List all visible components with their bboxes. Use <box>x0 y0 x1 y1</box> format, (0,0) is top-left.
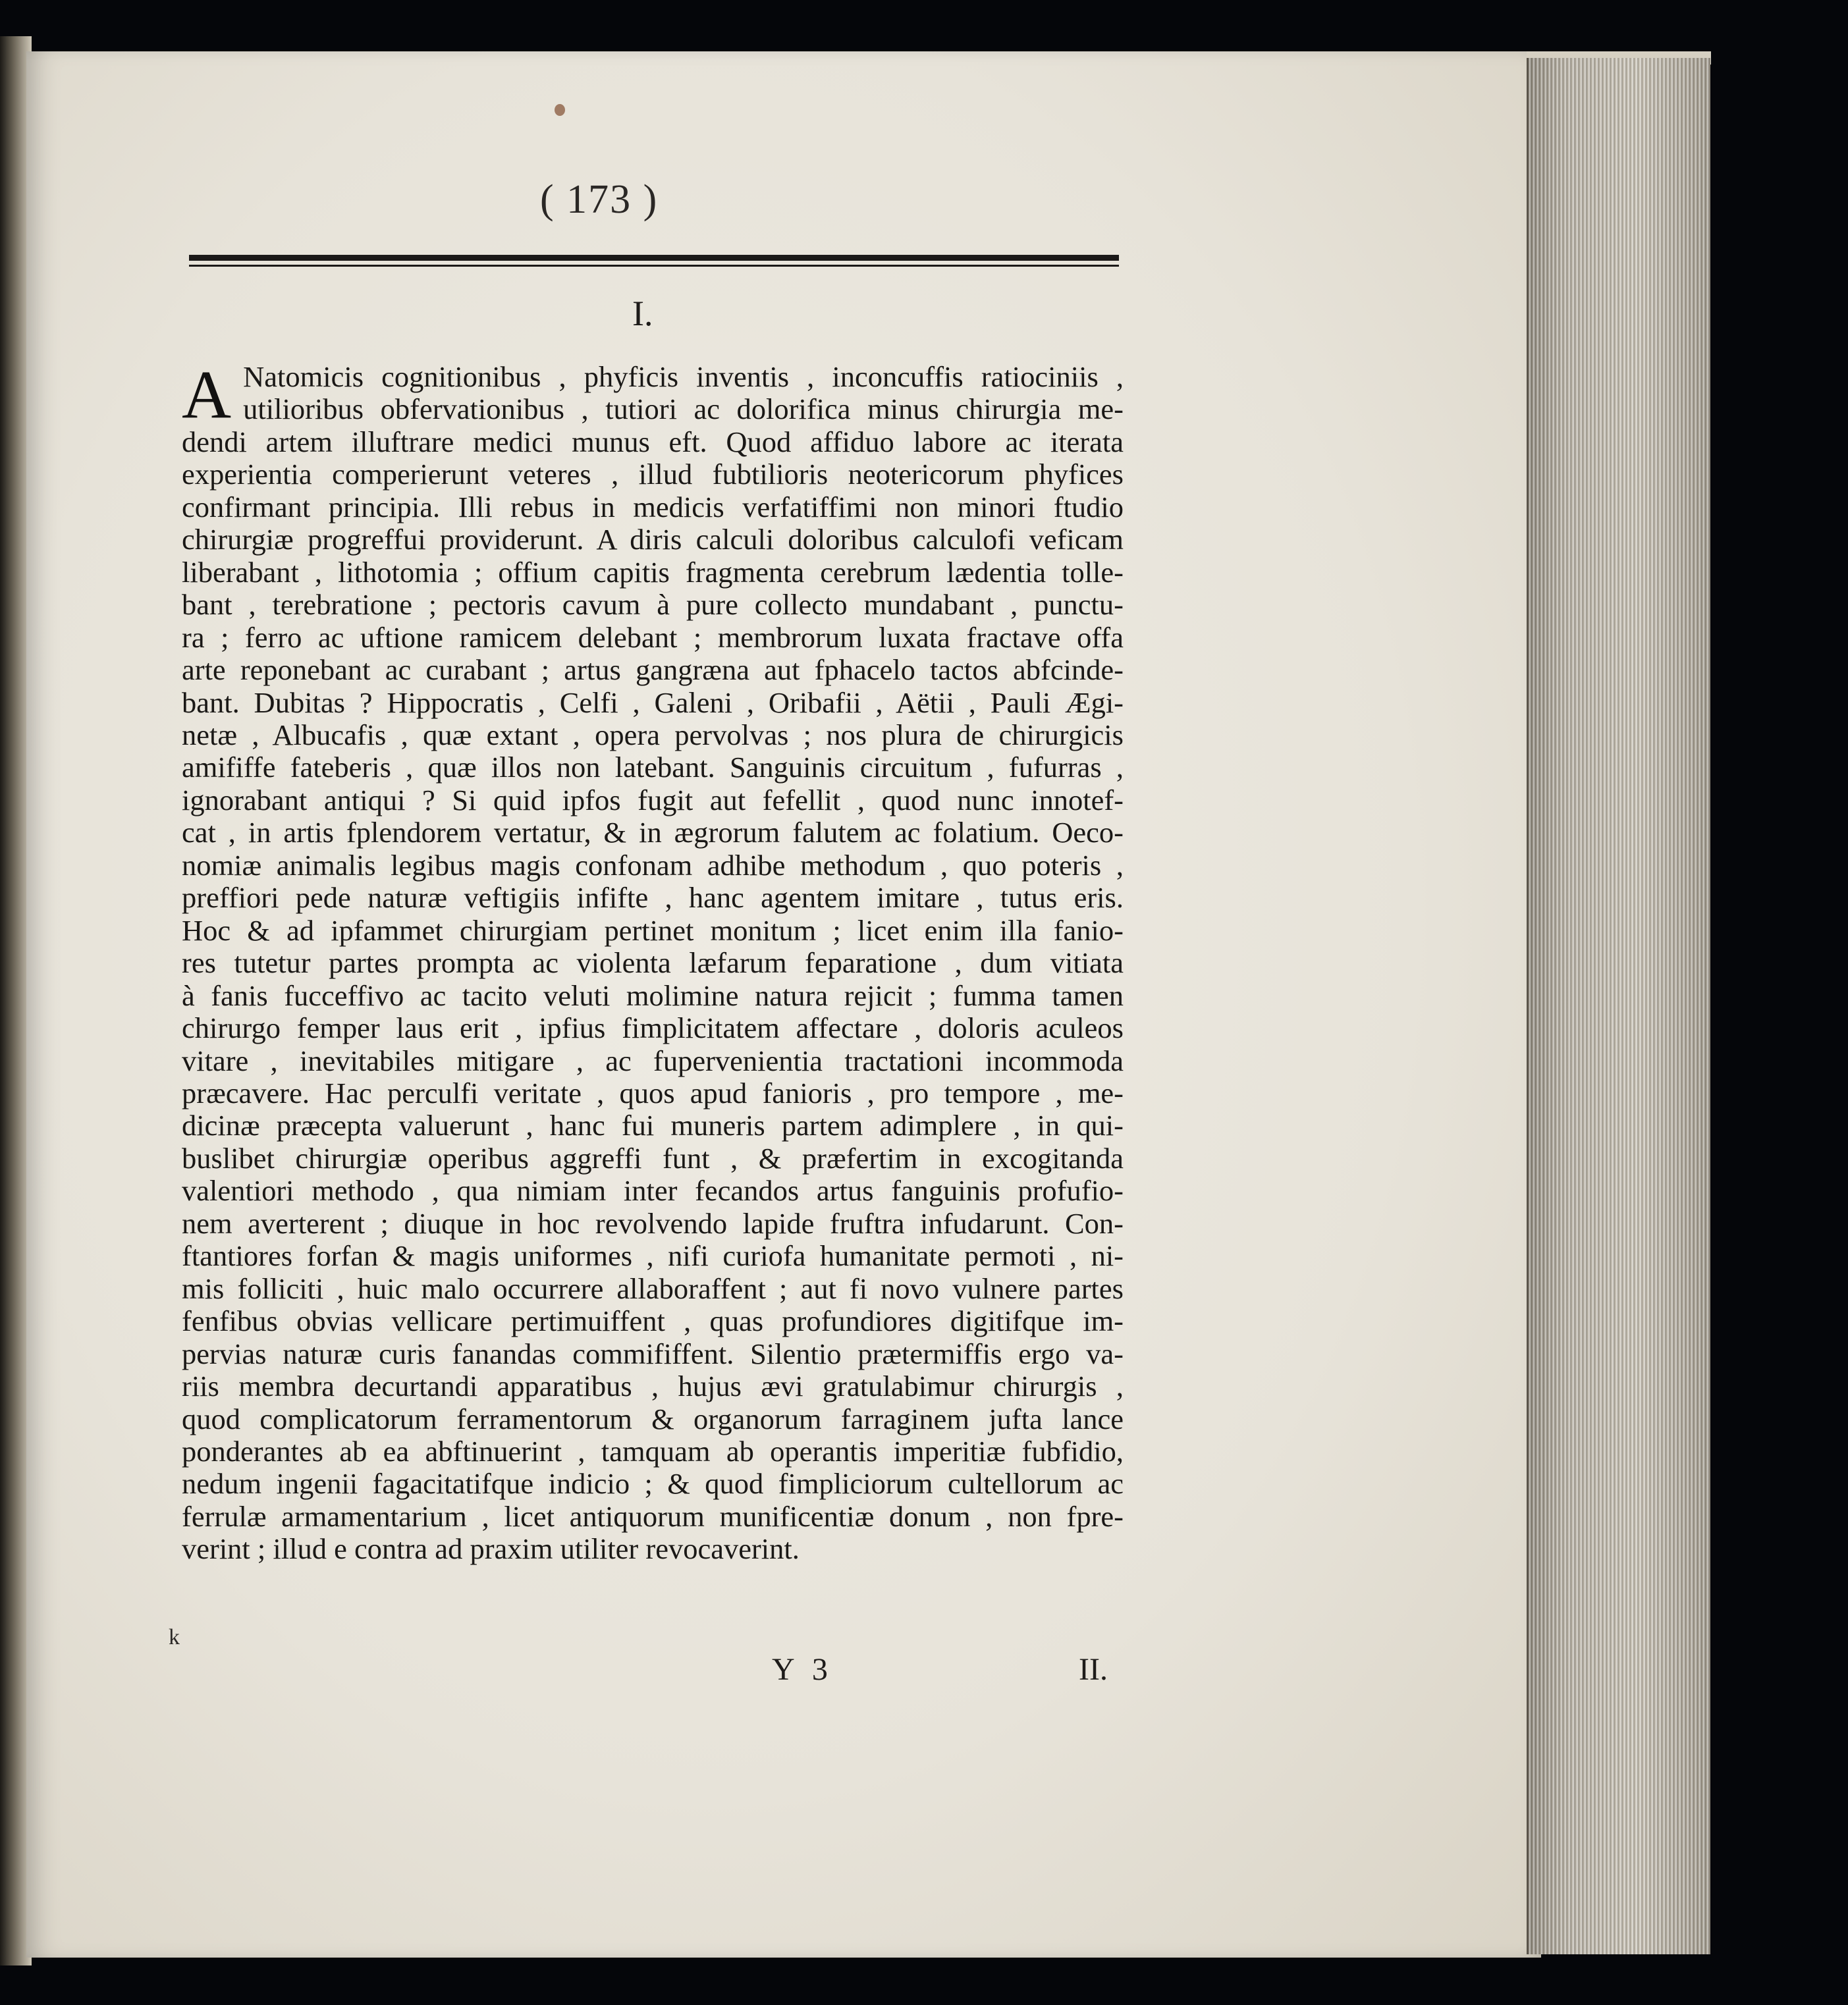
text-line: fenfibus obvias vellicare pertimuiffent , quas profundiores digitifque im- <box>182 1304 1124 1338</box>
text-line: amififfe fateberis , quæ illos non latebant. Sanguinis circuitum , fufurras , <box>182 751 1124 784</box>
text-line: præcavere. Hac perculfi veritate , quos apud fanioris , pro tempore , me- <box>182 1076 1124 1109</box>
text-line: netæ , Albucafis , quæ extant , opera pervolvas ; nos plura de chirurgicis <box>182 718 1124 751</box>
page-number: ( 173 ) <box>540 177 659 222</box>
text-line: riis membra decurtandi apparatibus , hujus ævi gratulabimur chirurgis , <box>182 1370 1124 1403</box>
text-line: chirurgiæ progreffui providerunt. A diris calculi doloribus calculofi veficam <box>182 523 1124 556</box>
text-line: experientia comperierunt veteres , illud fubtilioris neotericorum phyfices <box>182 458 1124 491</box>
text-line: buslibet chirurgiæ operibus aggreffi funt , & præfertim in excogitanda <box>182 1141 1124 1175</box>
text-line: verint ; illud e contra ad praxim utiliter revocaverint. <box>182 1532 800 1566</box>
text-line: à fanis fucceffivo ac tacito veluti molimine natura rejicit ; fumma tamen <box>182 978 1124 1012</box>
header-rule-thin <box>189 265 1119 267</box>
signature-mark: Y 3 <box>772 1652 833 1687</box>
text-line: bant. Dubitas ? Hippocratis , Celfi , Galeni , Oribafii , Aëtii , Pauli Ægi- <box>182 685 1124 719</box>
text-line: pervias naturæ curis fanandas commififfent. Silentio prætermiffis ergo va- <box>182 1337 1124 1370</box>
text-line: bant , terebratione ; pectoris cavum à pure collecto mundabant , punctu- <box>182 588 1124 622</box>
drop-cap: A <box>182 357 232 433</box>
text-line: arte reponebant ac curabant ; artus gangræna aut fphacelo tactos abfcinde- <box>182 653 1124 687</box>
body-text <box>182 357 1124 1566</box>
text-line: preffiori pede naturæ veftigiis infifte , hanc agentem imitare , tutus eris. <box>182 881 1124 915</box>
text-line: vitare , inevitabiles mitigare , ac fupervenientia tractationi incommoda <box>182 1044 1124 1077</box>
text-line: nedum ingenii fagacitatifque indicio ; & quod fimpliciorum cultellorum ac <box>182 1467 1124 1501</box>
text-line: mis folliciti , huic malo occurrere allaboraffent ; aut fi novo vulnere partes <box>182 1271 1124 1305</box>
header-rule-thick <box>189 255 1119 261</box>
text-line: nem averterent ; diuque in hoc revolvendo lapide fruftra infudarunt. Con- <box>182 1206 1124 1240</box>
text-line: dicinæ præcepta valuerunt , hanc fui muneris partem adimplere , in qui- <box>182 1109 1124 1142</box>
text-line: ignorabant antiqui ? Si quid ipfos fugit aut fefellit , quod nunc innotef- <box>182 783 1124 816</box>
book-fore-edge <box>1527 58 1710 1954</box>
text-line: Natomicis cognitionibus , phyficis inventis , inconcuffis ratiociniis , <box>243 360 1124 393</box>
text-line: ponderantes ab ea abftinuerint , tamquam ab operantis imperitiæ fubfidio, <box>182 1434 1124 1468</box>
text-line: chirurgo femper laus erit , ipfius fimplicitatem affectare , doloris aculeos <box>182 1011 1124 1045</box>
paper-stain <box>555 104 565 116</box>
text-line: confirmant principia. Illi rebus in medicis verfatiffimi non minori ftudio <box>182 490 1124 523</box>
text-line: ra ; ferro ac uftione ramicem delebant ; membrorum luxata fractave offa <box>182 620 1124 654</box>
text-line: nomiæ animalis legibus magis confonam adhibe methodum , quo poteris , <box>182 848 1124 882</box>
text-line: res tutetur partes prompta ac violenta læfarum feparatione , dum vitiata <box>182 946 1124 980</box>
catchword: II. <box>1079 1652 1108 1687</box>
section-number: I. <box>632 294 653 333</box>
text-line: liberabant , lithotomia ; offium capitis fragmenta cerebrum lædentia tolle- <box>182 555 1124 589</box>
text-line: ftantiores forfan & magis uniformes , nifi curiofa humanitate permoti , ni- <box>182 1239 1124 1273</box>
text-line: utilioribus obfervationibus , tutiori ac dolorifica minus chirurgia me- <box>243 392 1124 426</box>
text-line: ferrulæ armamentarium , licet antiquorum munificentiæ donum , non fpre- <box>182 1499 1124 1533</box>
text-line: dendi artem illuftrare medici munus eft. Quod affiduo labore ac iterata <box>182 425 1124 458</box>
text-line: quod complicatorum ferramentorum & organorum farraginem jufta lance <box>182 1402 1124 1435</box>
text-line: valentiori methodo , qua nimiam inter fecandos artus fanguinis profufio- <box>182 1174 1124 1208</box>
text-line: Hoc & ad ipfammet chirurgiam pertinet monitum ; licet enim illa fanio- <box>182 913 1124 947</box>
text-line: cat , in artis fplendorem vertatur, & in ægrorum falutem ac folatium. Oeco- <box>182 816 1124 849</box>
stray-mark: k <box>169 1625 180 1649</box>
